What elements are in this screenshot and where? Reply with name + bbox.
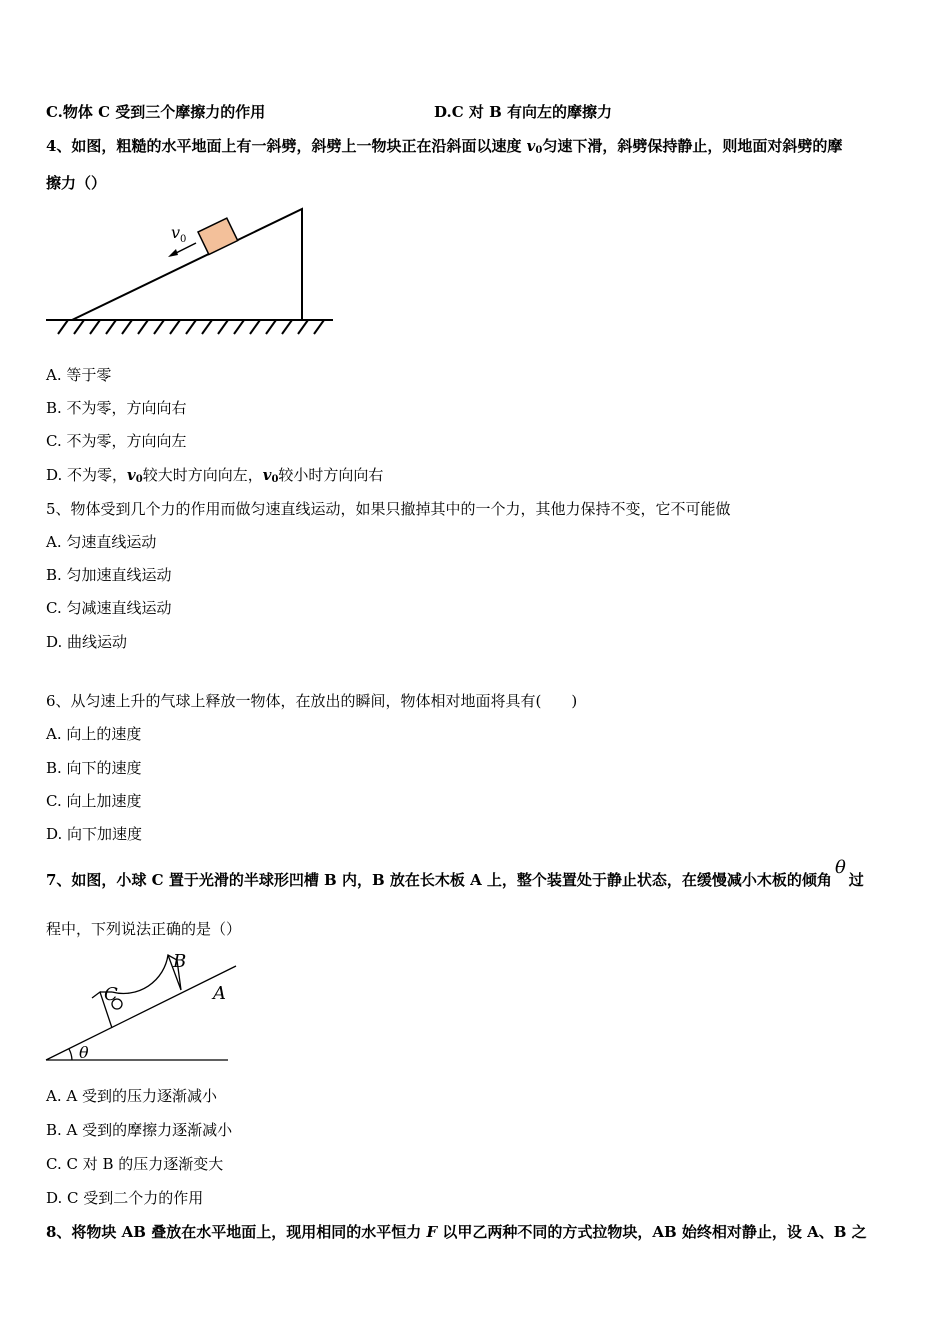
label-b: B [173,951,187,972]
label-theta: θ [79,1043,89,1062]
q7-option-d: D. C 受到二个力的作用 [46,1189,204,1207]
label-a: A [213,983,226,1004]
q4-stem-line1: 4、如图，粗糙的水平地面上有一斜劈，斜劈上一物块正在沿斜面以速度 $v_0$匀速下滑，斜劈保持静止，则地面对斜劈的摩 [46,137,843,156]
q5-option-b: B. 匀加速直线运动 [46,566,172,584]
q5-option-a: A. 匀速直线运动 [46,533,157,551]
q7-stem-line2: 程中，下列说法正确的是（） [46,920,242,938]
q4-stem-line2: 擦力（） [46,174,107,192]
theta-arc [69,1049,72,1060]
q8-stem: 8、将物块 AB 叠放在水平地面上，现用相同的水平恒力 F 以甲乙两种不同的方式拉物块，AB 始终相对静止，设 A、B 之 [46,1223,867,1241]
theta-symbol: θ [834,857,846,878]
q6-option-b: B. 向下的速度 [46,759,142,777]
q7-option-a: A. A 受到的压力逐渐减小 [46,1087,217,1105]
q5-option-c: C. 匀减速直线运动 [46,599,172,617]
q5-option-d: D. 曲线运动 [46,633,128,651]
q7-option-b: B. A 受到的摩擦力逐渐减小 [46,1121,233,1139]
q4-option-c: C. 不为零，方向向左 [46,432,187,450]
q5-stem: 5、物体受到几个力的作用而做匀速直线运动，如果只撤掉其中的一个力，其他力保持不变，它不可能做 [46,500,731,518]
q6-option-a: A. 向上的速度 [46,725,142,743]
q6-stem: 6、从匀速上升的气球上释放一物体，在放出的瞬间，物体相对地面将具有( ) [46,692,578,710]
q6-option-c: C. 向上加速度 [46,792,142,810]
q6-option-d: D. 向下加速度 [46,825,143,843]
q7-option-c: C. C 对 B 的压力逐渐变大 [46,1155,224,1173]
label-v0: $v_0$ [171,223,187,245]
q4-option-d: D. 不为零，$v_0$较大时方向向左，$v_0$较小时方向向右 [46,466,384,485]
q4-option-a: A. 等于零 [46,366,112,384]
q7-stem-line1: 7、如图，小球 C 置于光滑的半球形凹槽 B 内，B 放在长木板 A 上，整个装置处于静止状态，在缓慢减小木板的倾角θ过 [46,857,864,889]
q4-option-b: B. 不为零，方向向右 [46,399,187,417]
board-a [46,966,236,1060]
q3-option-c: C.物体 C 受到三个摩擦力的作用 [46,103,266,121]
label-c: C [104,984,118,1005]
q3-option-d: D.C 对 B 有向左的摩擦力 [434,103,612,121]
